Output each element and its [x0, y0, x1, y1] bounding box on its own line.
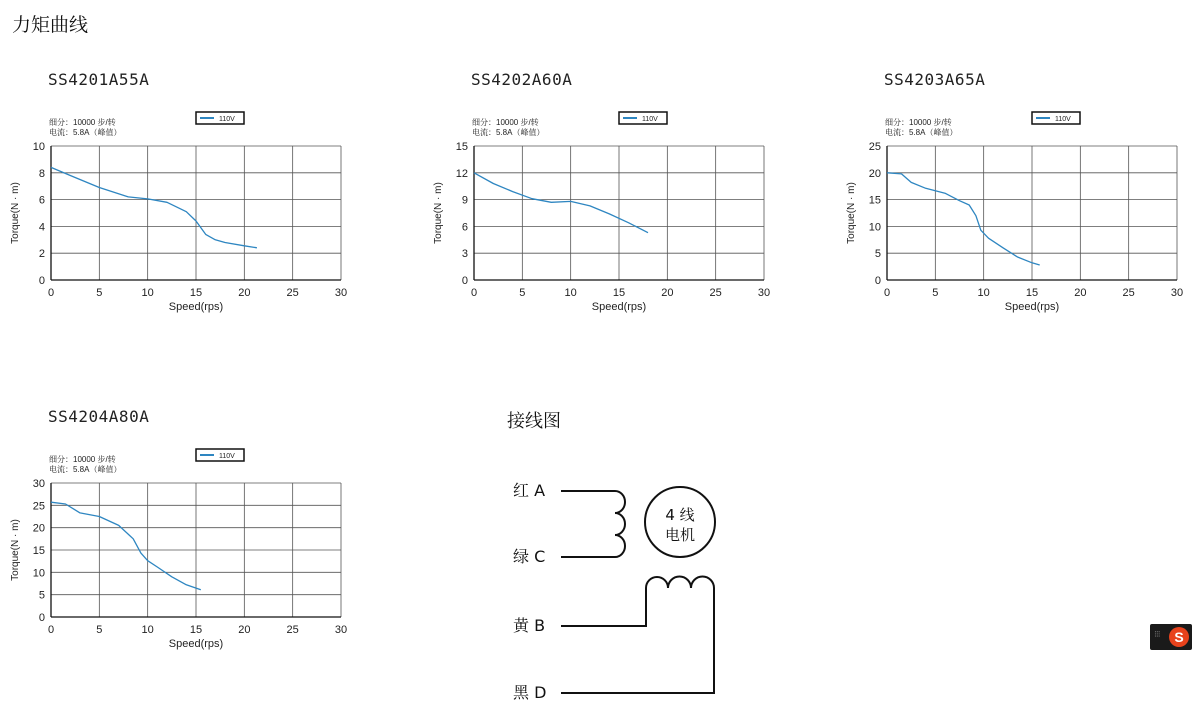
x-axis-label: Speed(rps) — [168, 638, 224, 650]
spec-line: 细分：10000 步/转 — [49, 118, 116, 127]
x-tick-label: 30 — [1170, 287, 1184, 299]
y-tick-label: 0 — [38, 275, 45, 287]
legend-label: 110V — [642, 116, 658, 123]
y-tick-label: 15 — [455, 141, 468, 153]
x-tick-label: 25 — [709, 287, 722, 299]
spec-line: 电流：5.8A（峰值） — [885, 128, 958, 137]
y-tick-label: 9 — [461, 194, 468, 207]
y-tick-label: 2 — [38, 248, 45, 261]
x-tick-label: 10 — [564, 287, 577, 299]
legend-label: 110V — [1055, 116, 1071, 123]
x-tick-label: 10 — [141, 624, 154, 636]
torque-chart-1 — [10, 70, 438, 320]
wire-label-green-c: 绿 C — [513, 547, 546, 566]
series-line — [474, 173, 648, 233]
coil-a-c — [561, 491, 625, 557]
torque-chart-4 — [10, 407, 438, 657]
x-axis-label: Speed(rps) — [591, 301, 647, 313]
model-title: SS4203A65A — [884, 70, 986, 89]
y-tick-label: 5 — [874, 248, 881, 261]
x-tick-label: 15 — [612, 287, 626, 299]
x-tick-label: 30 — [334, 624, 348, 636]
wire-label-yellow-b: 黄 B — [513, 616, 546, 635]
page-title: 力矩曲线 — [12, 14, 89, 36]
y-tick-label: 20 — [32, 522, 45, 535]
y-axis-label: Torque(N · m) — [10, 519, 21, 581]
motor-label-line2: 电机 — [664, 526, 696, 544]
series-line — [51, 502, 201, 590]
y-tick-label: 0 — [38, 612, 45, 624]
model-title: SS4204A80A — [48, 407, 150, 426]
x-tick-label: 25 — [286, 624, 299, 636]
y-tick-label: 3 — [461, 248, 468, 261]
x-tick-label: 25 — [1122, 287, 1135, 299]
x-tick-label: 0 — [883, 287, 891, 299]
torque-chart-2 — [433, 70, 861, 320]
torque-chart-svg — [10, 70, 438, 320]
x-tick-label: 15 — [1025, 287, 1039, 299]
torque-chart-svg — [10, 407, 438, 657]
x-tick-label: 30 — [334, 287, 348, 299]
wire-label-black-d: 黑 D — [513, 683, 547, 702]
brand-badge[interactable] — [1150, 624, 1192, 650]
y-tick-label: 5 — [38, 589, 45, 602]
y-tick-label: 10 — [32, 141, 45, 153]
spec-line: 电流：5.8A（峰值） — [472, 128, 545, 137]
series-line — [51, 167, 257, 247]
coil-b-d — [561, 577, 714, 694]
x-tick-label: 30 — [757, 287, 771, 299]
y-axis-label: Torque(N · m) — [10, 182, 21, 244]
y-tick-label: 20 — [868, 167, 881, 180]
y-tick-label: 10 — [868, 221, 881, 234]
spec-line: 电流：5.8A（峰值） — [49, 128, 122, 137]
x-tick-label: 0 — [470, 287, 478, 299]
wiring-diagram — [505, 470, 745, 705]
wiring-title: 接线图 — [507, 411, 561, 432]
x-tick-label: 5 — [96, 624, 103, 636]
spec-line: 细分：10000 步/转 — [885, 118, 952, 127]
x-tick-label: 5 — [932, 287, 939, 299]
x-tick-label: 0 — [47, 287, 55, 299]
y-tick-label: 10 — [32, 567, 45, 580]
x-axis-label: Speed(rps) — [1004, 301, 1060, 313]
badge-grip-icon: ⁝⁝⁝ — [1154, 630, 1160, 640]
motor-label-line1: 4 线 — [665, 506, 695, 524]
brand-logo-icon: S — [1169, 627, 1189, 647]
x-tick-label: 25 — [286, 287, 299, 299]
series-line — [887, 173, 1040, 265]
torque-chart-3 — [846, 70, 1192, 320]
y-tick-label: 6 — [461, 221, 468, 234]
x-tick-label: 5 — [96, 287, 103, 299]
y-tick-label: 12 — [455, 167, 468, 180]
x-tick-label: 0 — [47, 624, 55, 636]
y-tick-label: 8 — [38, 167, 45, 180]
y-tick-label: 4 — [38, 221, 45, 234]
x-axis-label: Speed(rps) — [168, 301, 224, 313]
y-tick-label: 25 — [32, 500, 45, 513]
y-axis-label: Torque(N · m) — [846, 182, 857, 244]
x-tick-label: 15 — [189, 287, 203, 299]
spec-line: 电流：5.8A（峰值） — [49, 465, 122, 474]
model-title: SS4201A55A — [48, 70, 150, 89]
y-tick-label: 0 — [461, 275, 468, 287]
y-tick-label: 25 — [868, 141, 881, 153]
y-tick-label: 15 — [868, 194, 881, 207]
x-tick-label: 15 — [189, 624, 203, 636]
y-tick-label: 0 — [874, 275, 881, 287]
spec-line: 细分：10000 步/转 — [472, 118, 539, 127]
wire-label-red-a: 红 A — [513, 481, 546, 500]
torque-chart-svg — [846, 70, 1192, 320]
model-title: SS4202A60A — [471, 70, 573, 89]
x-tick-label: 20 — [238, 287, 251, 299]
x-tick-label: 20 — [238, 624, 251, 636]
y-tick-label: 30 — [32, 478, 45, 490]
y-tick-label: 6 — [38, 194, 45, 207]
legend-label: 110V — [219, 453, 235, 460]
y-tick-label: 15 — [32, 545, 45, 557]
x-tick-label: 20 — [1074, 287, 1087, 299]
x-tick-label: 5 — [519, 287, 526, 299]
torque-chart-svg — [433, 70, 861, 320]
x-tick-label: 10 — [977, 287, 990, 299]
y-axis-label: Torque(N · m) — [433, 182, 444, 244]
x-tick-label: 10 — [141, 287, 154, 299]
spec-line: 细分：10000 步/转 — [49, 455, 116, 464]
legend-label: 110V — [219, 116, 235, 123]
x-tick-label: 20 — [661, 287, 674, 299]
